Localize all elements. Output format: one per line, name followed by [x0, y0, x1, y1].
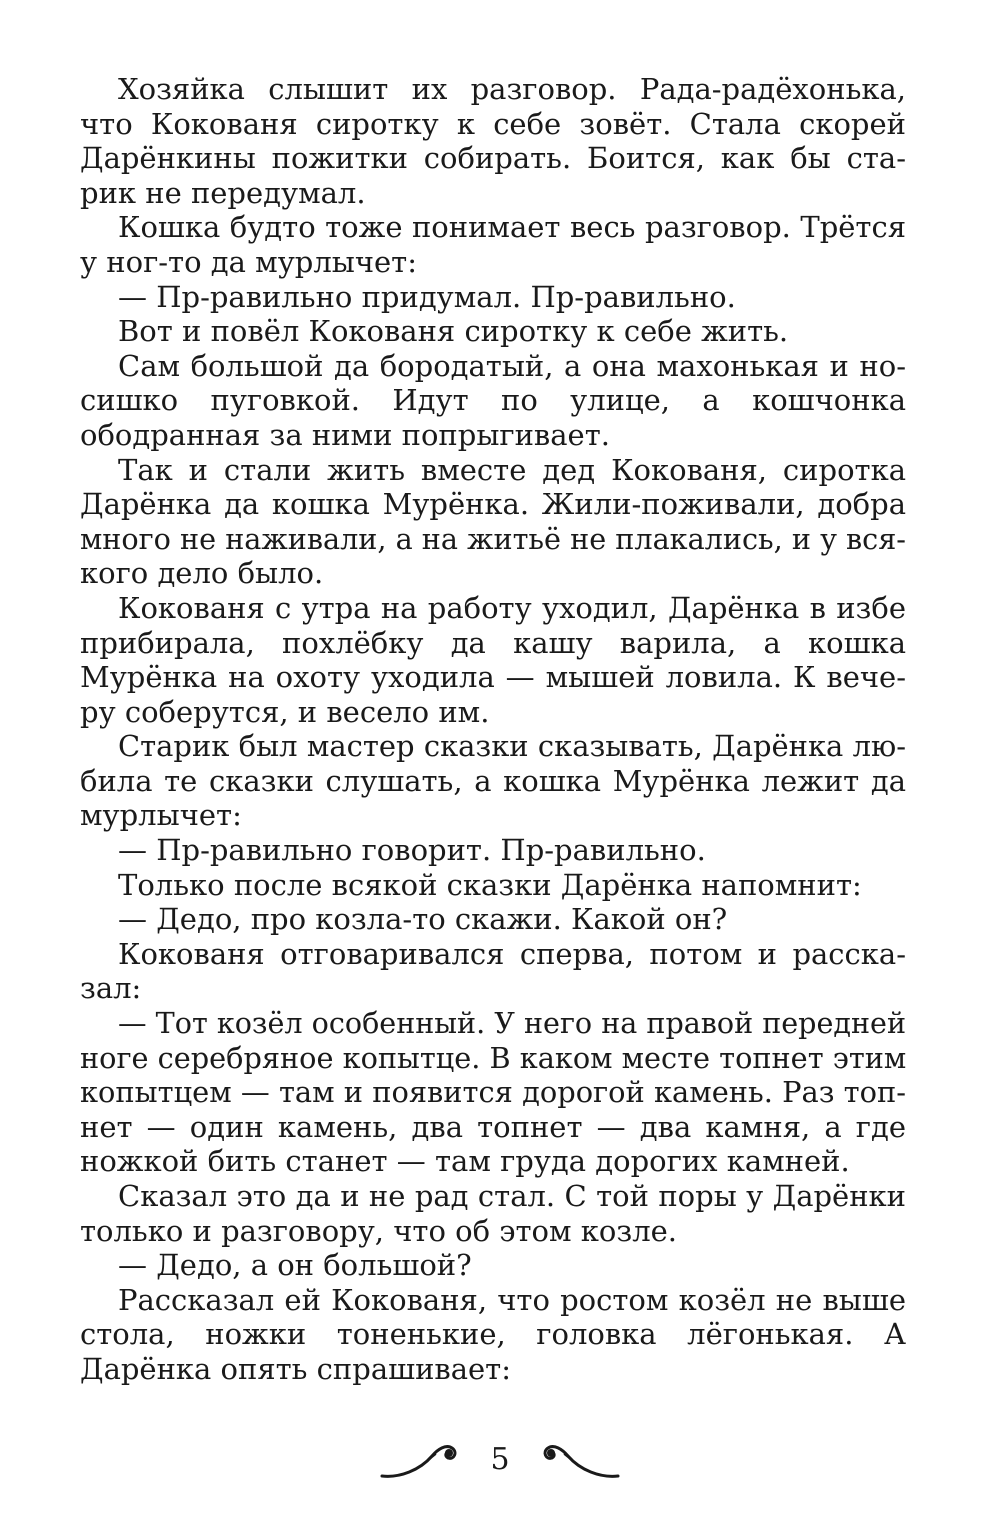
book-page-text	[80, 72, 906, 1432]
text-line: что Кокованя сиротку к себе зовёт. Стала скорей	[80, 106, 906, 141]
text-line: кого дело было.	[80, 556, 324, 591]
text-line: копытцем — там и появится дорогой камень. Раз топ-	[80, 1075, 906, 1110]
text-line: Мурёнка на охоту уходила — мышей ловила. К вече-	[80, 660, 906, 695]
text-line: зал:	[80, 971, 142, 1006]
text-line: Кокованя отговаривался сперва, потом и расска-	[118, 936, 906, 971]
text-line: — Дедо, про козла-то скажи. Какой он?	[118, 902, 728, 937]
text-line: ру соберутся, и весело им.	[80, 694, 490, 729]
text-line: только и разговору, что об этом козле.	[80, 1213, 677, 1248]
text-line: рик не передумал.	[80, 175, 366, 210]
text-line: Старик был мастер сказки сказывать, Дарёнка лю-	[118, 729, 906, 764]
text-line: много не наживали, а на житьё не плакались, и у вся-	[80, 521, 906, 556]
text-line: сишко пуговкой. Идут по улице, а кошчонка	[80, 383, 906, 418]
text-line: Хозяйка слышит их разговор. Рада-радёхонька,	[118, 72, 906, 106]
text-line: Кошка будто тоже понимает весь разговор. Трётся	[118, 210, 906, 245]
text-line: — Пр-равильно говорит. Пр-равильно.	[118, 833, 706, 868]
text-line: — Тот козёл особенный. У него на правой передней	[118, 1006, 906, 1041]
text-line: Так и стали жить вместе дед Кокованя, сиротка	[118, 452, 906, 487]
text-line: стола, ножки тоненькие, головка лёгонькая. А	[80, 1317, 906, 1352]
text-line: Сказал это да и не рад стал. С той поры у Дарёнки	[118, 1179, 906, 1213]
text-line: Дарёнка да кошка Мурёнка. Жили-поживали, добра	[80, 487, 906, 522]
text-line: у ног-то да мурлычет:	[80, 244, 417, 279]
text-line: Сам большой да бородатый, а она махонькая и но-	[118, 348, 906, 383]
text-line: Рассказал ей Кокованя, что ростом козёл не выше	[118, 1282, 906, 1317]
page-folio	[380, 1434, 620, 1494]
text-line: Дарёнка опять спрашивает:	[80, 1351, 511, 1386]
text-line: Вот и повёл Кокованя сиротку к себе жить.	[118, 314, 789, 349]
text-line: Дарёнкины пожитки собирать. Боится, как бы ста-	[80, 141, 906, 176]
text-line: мурлычет:	[80, 798, 242, 833]
text-line: била те сказки слушать, а кошка Мурёнка лежит да	[80, 763, 906, 798]
text-line: ноге серебряное копытце. В каком месте топнет этим	[80, 1040, 907, 1075]
text-line: Кокованя с утра на работу уходил, Дарёнка в избе	[118, 590, 906, 625]
text-line: нет — один камень, два топнет — два камня, а где	[80, 1109, 906, 1144]
text-line: ножкой бить станет — там груда дорогих камней.	[80, 1144, 850, 1179]
text-line: ободранная за ними попрыгивает.	[80, 417, 610, 452]
text-line: — Пр-равильно придумал. Пр-равильно.	[118, 279, 736, 314]
page-number: 5	[490, 1442, 510, 1477]
text-line: прибирала, похлёбку да кашу варила, а кошка	[80, 625, 906, 660]
text-line: Только после всякой сказки Дарёнка напомнит:	[118, 867, 862, 902]
text-line: — Дедо, а он большой?	[118, 1248, 472, 1283]
